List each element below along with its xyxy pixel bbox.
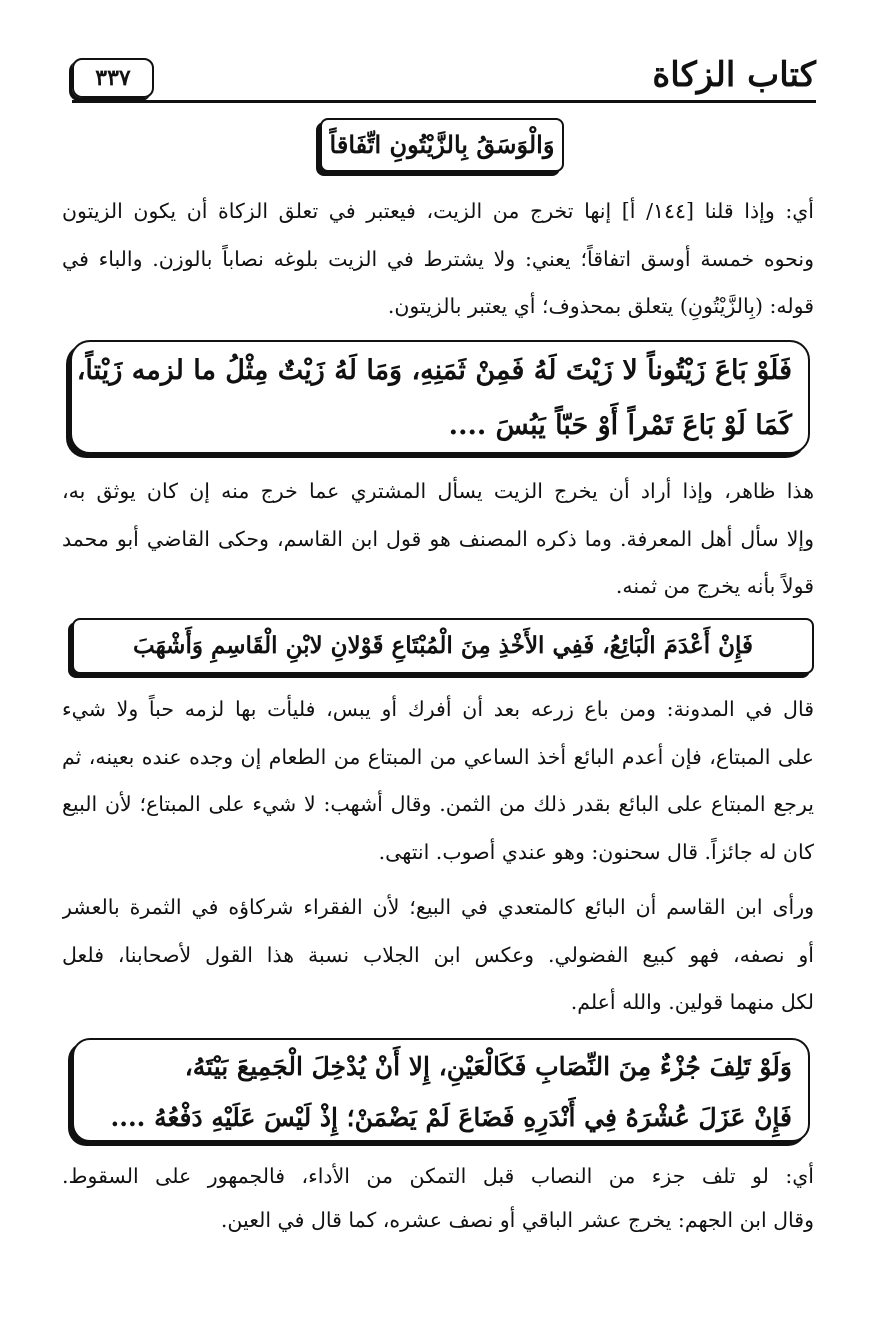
text-line: قوله: (بِالزَّيْتُونِ) يتعلق بمحذوف؛ أي يعتبر بالزيتون. [387,294,814,318]
text-line: قولاً بأنه يخرج من ثمنه. [615,574,814,598]
header-divider [72,100,816,103]
commentary-paragraph-4 [62,884,814,1027]
text-line: كان له جائزاً. قال سحنون: وهو عندي أصوب. انتهى. [378,839,814,864]
matn-heading-2 [70,340,810,454]
text-line: أي: لو تلف جزء من النصاب قبل التمكن من الأداء، فالجمهور على السقوط. [62,1164,814,1188]
heading-line: فَلَوْ بَاعَ زَيْتُوناً لا زَيْتَ لَهُ فَمِنْ ثَمَنِهِ، وَمَا لَهُ زَيْتٌ مِثْلُ ما لزمه زَيْتاً، [76,355,792,386]
matn-heading-3: فَإِنْ أَعْدَمَ الْبَائِعُ، فَفِي الأَخْذِ مِنَ الْمُبْتَاعِ قَوْلانِ لابْنِ الْقَاسِمِ وَأَشْهَبَ [72,618,814,674]
text-line: وقال ابن الجهم: يخرج عشر الباقي أو نصف عشره، كما قال في العين. [220,1208,814,1232]
text-line: على المبتاع، فإن أعدم البائع أخذ الساعي من المبتاع من الطعام إن وجده عنده بعينه، ثم [62,744,814,769]
matn-heading-4 [72,1038,810,1142]
page-number: ٣٣٧ [72,58,154,98]
heading-line: فَإِنْ عَزَلَ عُشْرَهُ فِي أَنْدَرِهِ فَضَاعَ لَمْ يَضْمَنْ؛ إِذْ لَيْسَ عَلَيْهِ دَفْعُهُ .... [110,1103,792,1132]
text-line: لكل منهما قولين. والله أعلم. [570,990,814,1014]
commentary-paragraph-3 [62,686,814,876]
text-line: قال في المدونة: ومن باع زرعه بعد أن أفرك أو يبس، فليأت بها لزمه حباً ولا شيء [62,697,814,721]
text-line: أو نصفه، فهو كبيع الفضولي. وعكس ابن الجلاب نسبة هذا القول لأصحابنا، فلعل [62,942,814,967]
heading-line: وَلَوْ تَلِفَ جُزْءٌ مِنَ النِّصَابِ فَكَالْعَيْنِ، إِلا أَنْ يُدْخِلَ الْجَمِيعَ بَيْتَهُ، [184,1052,792,1081]
matn-heading-1: وَالْوَسَقُ بِالزَّيْتُونِ اتِّفَاقاً [320,118,564,172]
text-line: هذا ظاهر، وإذا أراد أن يخرج الزيت يسأل المشتري عما خرج منه إن كان يوثق به، [62,479,814,503]
text-line: ونحوه خمسة أوسق اتفاقاً؛ يعني: ولا يشترط في الزيت بلوغه نصاباً بالوزن. والباء في [62,246,814,271]
text-line: ورأى ابن القاسم أن البائع كالمتعدي في البيع؛ لأن الفقراء شركاؤه في الثمرة بالعشر [62,895,814,919]
commentary-paragraph-2 [62,468,814,611]
commentary-paragraph-1 [62,188,814,331]
heading-line: كَمَا لَوْ بَاعَ تَمْراً أَوْ حَبّاً يَبُسَ .... [448,410,792,441]
text-line: يرجع المبتاع على البائع بقدر ذلك من الثمن. وقال أشهب: لا شيء على المبتاع؛ لأن البيع [62,792,814,816]
chapter-title: كتاب الزكاة [652,55,816,95]
commentary-paragraph-5 [62,1154,814,1242]
text-line: وإلا سأل أهل المعرفة. وما ذكره المصنف هو قول ابن القاسم، وحكى القاضي أبو محمد [62,526,814,551]
text-line: أي: وإذا قلنا [١٤٤/ أ] إنها تخرج من الزيت، فيعتبر في تعلق الزكاة أن يكون الزيتون [62,199,814,223]
